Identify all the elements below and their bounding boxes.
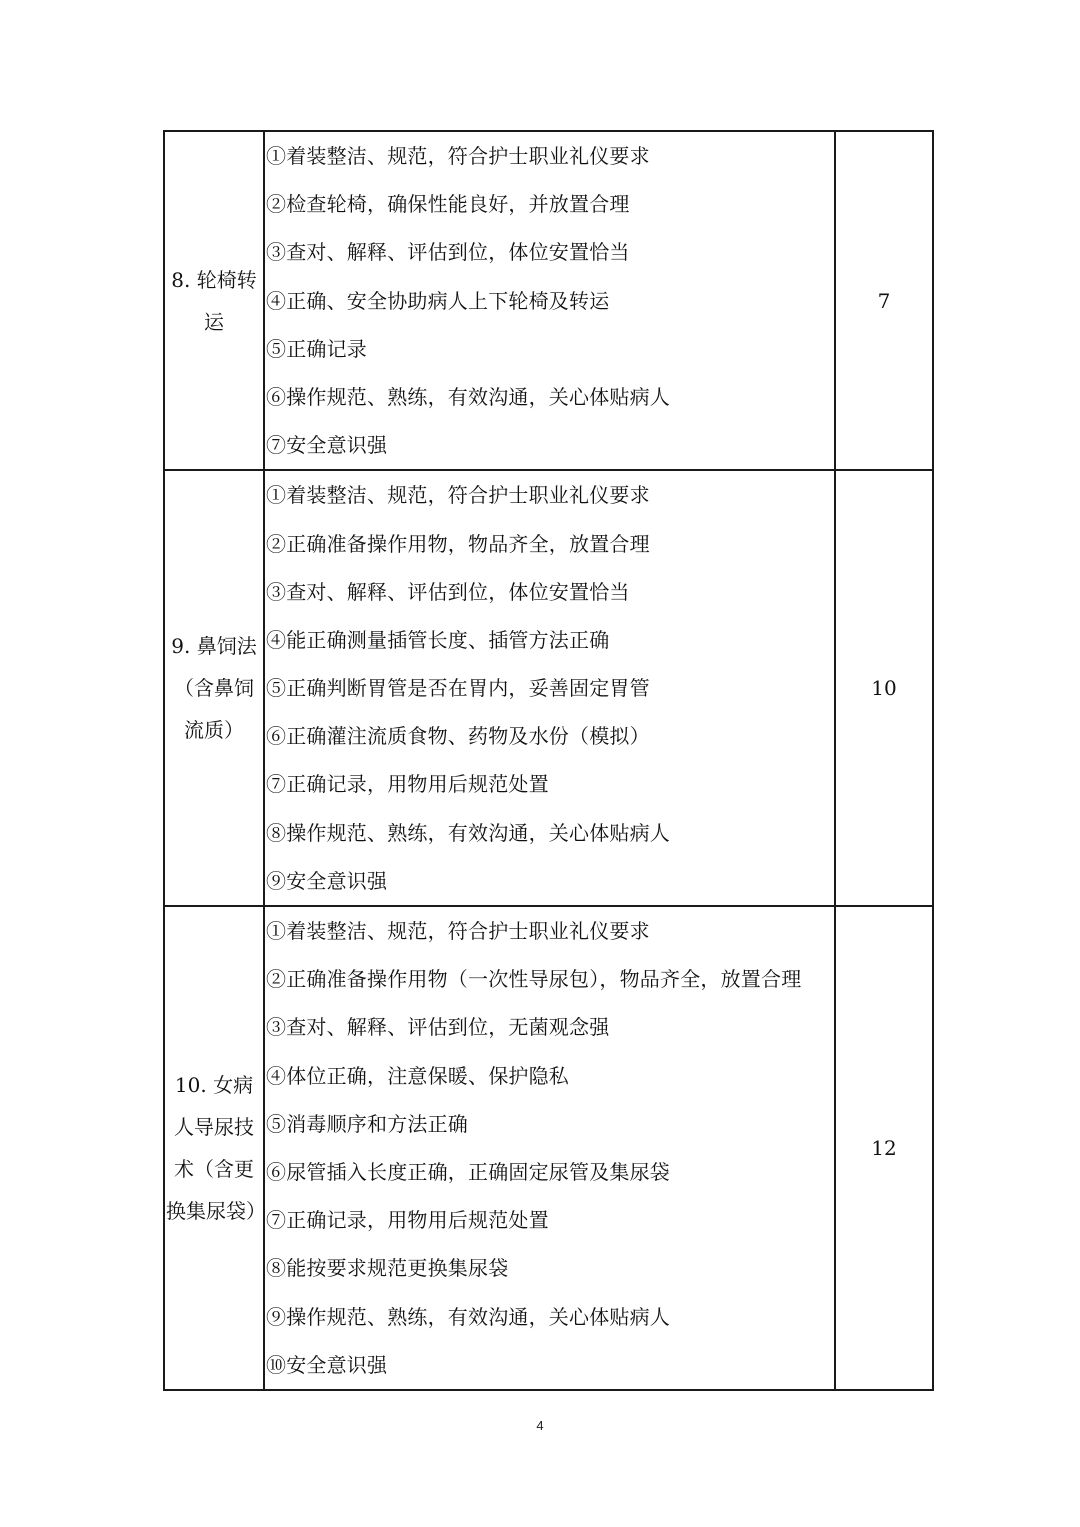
criteria-item: ④能正确测量插管长度、插管方法正确 [266,627,610,652]
criteria-item: ②正确准备操作用物（一次性导尿包），物品齐全，放置合理 [266,967,802,992]
criteria-item: ⑩安全意识强 [266,1352,388,1377]
criteria-item: ④正确、安全协助病人上下轮椅及转运 [266,288,610,313]
score-cell [835,470,933,906]
criteria-item: ⑥操作规范、熟练，有效沟通，关心体贴病人 [266,384,670,409]
criteria-item: ③查对、解释、评估到位，无菌观念强 [266,1015,610,1040]
item-name-cell [164,131,264,470]
assessment-table [163,130,934,1391]
page-number: 4 [536,1418,544,1433]
criteria-item: ⑧操作规范、熟练，有效沟通，关心体贴病人 [266,820,670,845]
criteria-item: ④体位正确，注意保暖、保护隐私 [266,1063,569,1088]
criteria-item: ⑧能按要求规范更换集尿袋 [266,1256,509,1281]
score-value: 7 [877,288,891,313]
criteria-cell [264,470,835,906]
criteria-item: ⑤消毒顺序和方法正确 [266,1111,468,1136]
item-name-cell [164,906,264,1390]
criteria-item: ①着装整洁、规范，符合护士职业礼仪要求 [266,144,650,168]
item-name: 10. 女病人导尿技术（含更换集尿袋） [166,1072,266,1223]
criteria-item: ⑦正确记录，用物用后规范处置 [266,772,549,797]
criteria-item: ⑥正确灌注流质食物、药物及水份（模拟） [266,724,650,749]
item-name: 9. 鼻饲法（含鼻饲流质） [171,634,257,743]
criteria-item: ⑨安全意识强 [266,868,388,893]
table-row [164,470,933,906]
criteria-item: ⑦安全意识强 [266,433,388,458]
item-name: 8. 轮椅转运 [171,267,257,334]
score-cell [835,906,933,1390]
item-name-cell [164,470,264,906]
criteria-cell [264,906,835,1390]
criteria-cell [264,131,835,470]
criteria-item: ⑥尿管插入长度正确，正确固定尿管及集尿袋 [266,1159,670,1184]
criteria-item: ②正确准备操作用物，物品齐全，放置合理 [266,531,650,556]
criteria-item: ③查对、解释、评估到位，体位安置恰当 [266,579,630,604]
criteria-item: ①着装整洁、规范，符合护士职业礼仪要求 [266,483,650,508]
criteria-item: ③查对、解释、评估到位，体位安置恰当 [266,240,630,265]
score-cell [835,131,933,470]
criteria-item: ①着装整洁、规范，符合护士职业礼仪要求 [266,919,650,943]
criteria-item: ⑦正确记录，用物用后规范处置 [266,1208,549,1233]
criteria-item: ⑤正确记录 [266,336,367,361]
criteria-item: ②检查轮椅，确保性能良好，并放置合理 [266,192,630,217]
score-value: 12 [871,1135,897,1160]
table-row [164,906,933,1390]
criteria-item: ⑨操作规范、熟练，有效沟通，关心体贴病人 [266,1304,670,1329]
table-row [164,131,933,470]
score-value: 10 [871,676,897,701]
criteria-item: ⑤正确判断胃管是否在胃内，妥善固定胃管 [266,676,650,701]
